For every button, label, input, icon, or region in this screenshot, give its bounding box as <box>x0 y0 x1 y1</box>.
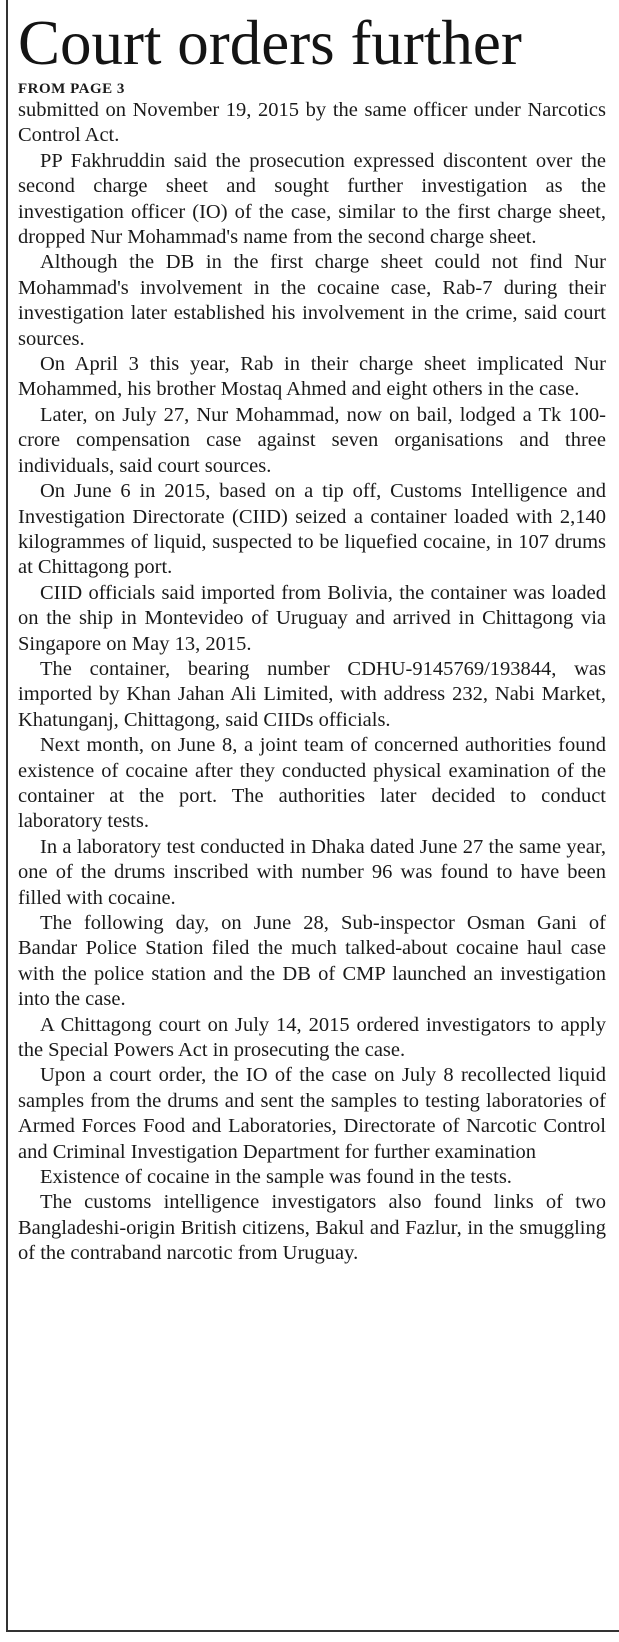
paragraph: The customs intelligence investigators also found links of two Bangladeshi-origin British citizens, Bakul and Fazlur, in the smuggling of the contraband narcotic from Uruguay. <box>18 1191 606 1265</box>
paragraph: Later, on July 27, Nur Mohammad, now on bail, lodged a Tk 100-crore compensation case against seven organisations and three individuals, said court sources. <box>18 403 606 477</box>
headline: Court orders further <box>18 8 522 78</box>
paragraph: The container, bearing number CDHU-9145769/193844, was imported by Khan Jahan Ali Limited, with address 232, Nabi Market, Khatunganj, Chittagong, said CIIDs officials. <box>18 657 606 731</box>
jump-line: FROM PAGE 3 <box>18 81 125 97</box>
article-body <box>18 98 606 1267</box>
paragraph: Next month, on June 8, a joint team of concerned authorities found existence of cocaine after they conducted physical examination of the container at the port. The authorities later decided to conduct laboratory tests. <box>18 734 606 833</box>
paragraph: PP Fakhruddin said the prosecution expressed discontent over the second charge sheet and sought further investigation as the investigation officer (IO) of the case, similar to the first charge sheet, dropped Nur Mohammad's name from the second charge sheet. <box>18 149 606 249</box>
paragraph: The following day, on June 28, Sub-inspector Osman Gani of Bandar Police Station filed the much talked-about cocaine haul case with the police station and the DB of CMP launched an investigation into the case. <box>18 912 606 1011</box>
paragraph: CIID officials said imported from Bolivia, the container was loaded on the ship in Montevideo of Uruguay and arrived in Chittagong via Singapore on May 13, 2015. <box>18 581 606 655</box>
bottom-rule <box>6 1630 619 1632</box>
paragraph: A Chittagong court on July 14, 2015 ordered investigators to apply the Special Powers Act in prosecuting the case. <box>18 1013 606 1062</box>
paragraph: In a laboratory test conducted in Dhaka dated June 27 the same year, one of the drums inscribed with number 96 was found to have been filled with cocaine. <box>18 835 606 909</box>
paragraph: Upon a court order, the IO of the case on July 8 recollected liquid samples from the drums and sent the samples to testing laboratories of Armed Forces Food and Laboratories, Directorate of Narcotic Control and Criminal Investigation Department for further examination <box>18 1064 606 1163</box>
paragraph: Existence of cocaine in the sample was found in the tests. <box>40 1166 512 1189</box>
paragraph: On April 3 this year, Rab in their charge sheet implicated Nur Mohammed, his brother Mostaq Ahmed and eight others in the case. <box>18 353 606 401</box>
paragraph: On June 6 in 2015, based on a tip off, Customs Intelligence and Investigation Directorate (CIID) seized a container loaded with 2,140 kilogrammes of liquid, suspected to be liquefied cocaine, in 107 drums at Chittagong port. <box>18 480 606 579</box>
column-left-rule <box>6 0 8 1630</box>
article <box>18 0 606 1267</box>
paragraph: submitted on November 19, 2015 by the same officer under Narcotics Control Act. <box>18 99 606 147</box>
paragraph: Although the DB in the first charge sheet could not find Nur Mohammad's involvement in the cocaine case, Rab-7 during their investigation later established his involvement in the crime, said court sources. <box>18 251 606 350</box>
